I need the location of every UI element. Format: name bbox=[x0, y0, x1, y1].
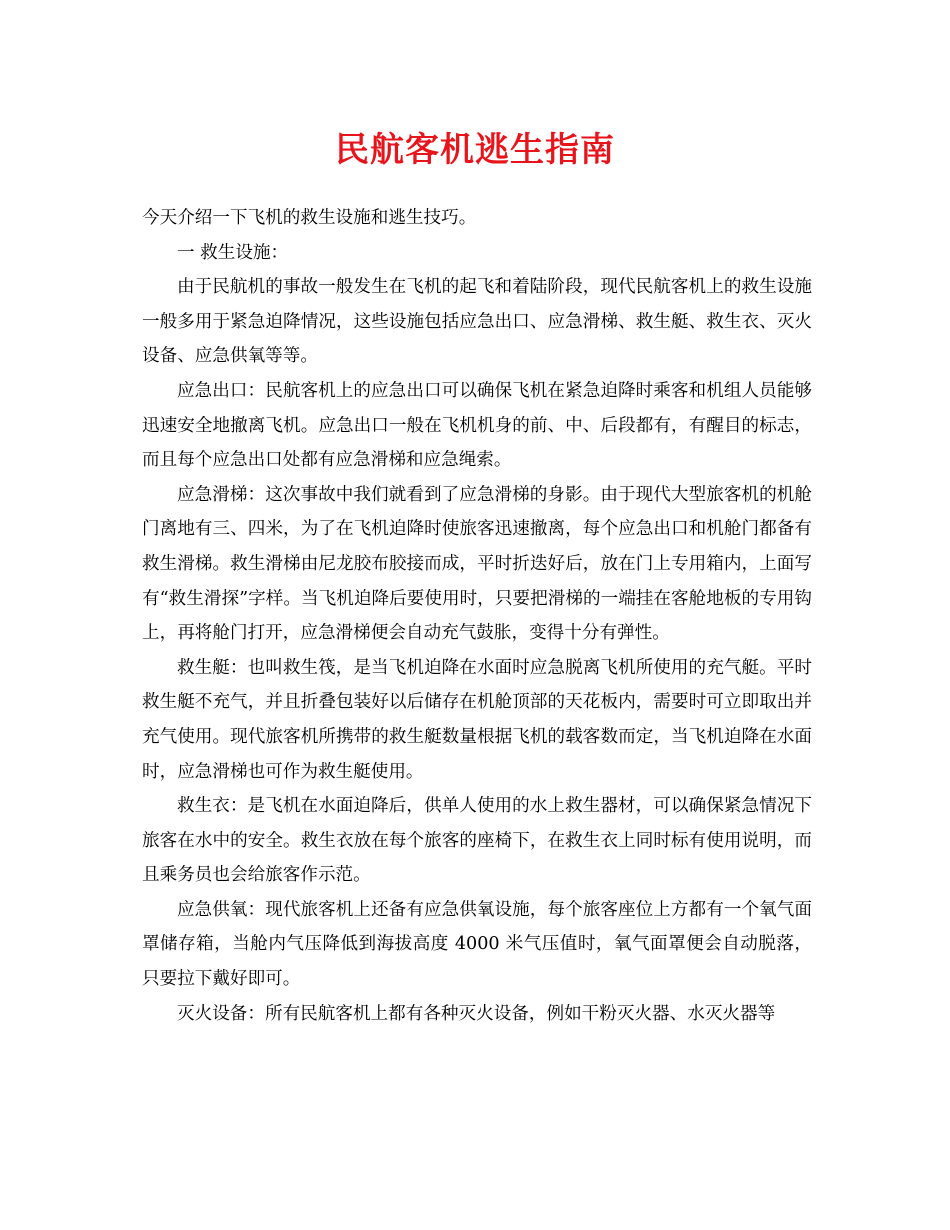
paragraph-life-raft: 救生艇：也叫救生筏，是当飞机迫降在水面时应急脱离飞机所使用的充气艇。平时救生艇不充气，并且折叠包装好以后储存在机舱顶部的天花板内，需要时可立即取出并充气使用。现代旅客机所携带的救生艇数量根据飞机的载客数而定，当飞机迫降在水面时，应急滑梯也可作为救生艇使用。 bbox=[142, 657, 812, 782]
paragraph-intro: 今天介绍一下飞机的救生设施和逃生技巧。 bbox=[142, 208, 477, 228]
paragraph-emergency-slide: 应急滑梯：这次事故中我们就看到了应急滑梯的身影。由于现代大型旅客机的机舱门离地有三、四米，为了在飞机迫降时使旅客迅速撤离，每个应急出口和机舱门都备有救生滑梯。救生滑梯由尼龙胶布胶接而成，平时折迭好后，放在门上专用箱内，上面写有“救生滑探”字样。当飞机迫降后要使用时，只要把滑梯的一端挂在客舱地板的专用钩上，再将舱门打开，应急滑梯便会自动充气鼓胀，变得十分有弹性。 bbox=[142, 484, 812, 644]
section-heading-rescue-facilities: 一 救生设施： bbox=[177, 242, 289, 263]
paragraph-emergency-oxygen: 应急供氧：现代旅客机上还备有应急供氧设施，每个旅客座位上方都有一个氧气面罩储存箱，当舱内气压降低到海拔高度 4000 米气压值时，氧气面罩便会自动脱落，只要拉下戴好即可。 bbox=[142, 899, 812, 990]
paragraph-overview: 由于民航机的事故一般发生在飞机的起飞和着陆阶段，现代民航客机上的救生设施一般多用于紧急迫降情况，这些设施包括应急出口、应急滑梯、救生艇、救生衣、灭火设备、应急供氧等等。 bbox=[142, 277, 812, 367]
paragraph-life-vest: 救生衣：是飞机在水面迫降后，供单人使用的水上救生器材，可以确保紧急情况下旅客在水中的安全。救生衣放在每个旅客的座椅下，在救生衣上同时标有使用说明，而且乘务员也会给旅客作示范。 bbox=[142, 796, 812, 886]
document-title: 民航客机逃生指南 bbox=[335, 130, 615, 170]
paragraph-fire-equipment: 灭火设备：所有民航客机上都有各种灭火设备，例如干粉灭火器、水灭火器等 bbox=[177, 1003, 776, 1024]
document-body bbox=[142, 201, 812, 1031]
paragraph-emergency-exit: 应急出口：民航客机上的应急出口可以确保飞机在紧急迫降时乘客和机组人员能够迅速安全地撤离飞机。应急出口一般在飞机机身的前、中、后段都有，有醒目的标志，而且每个应急出口处都有应急滑梯和应急绳索。 bbox=[142, 380, 812, 471]
